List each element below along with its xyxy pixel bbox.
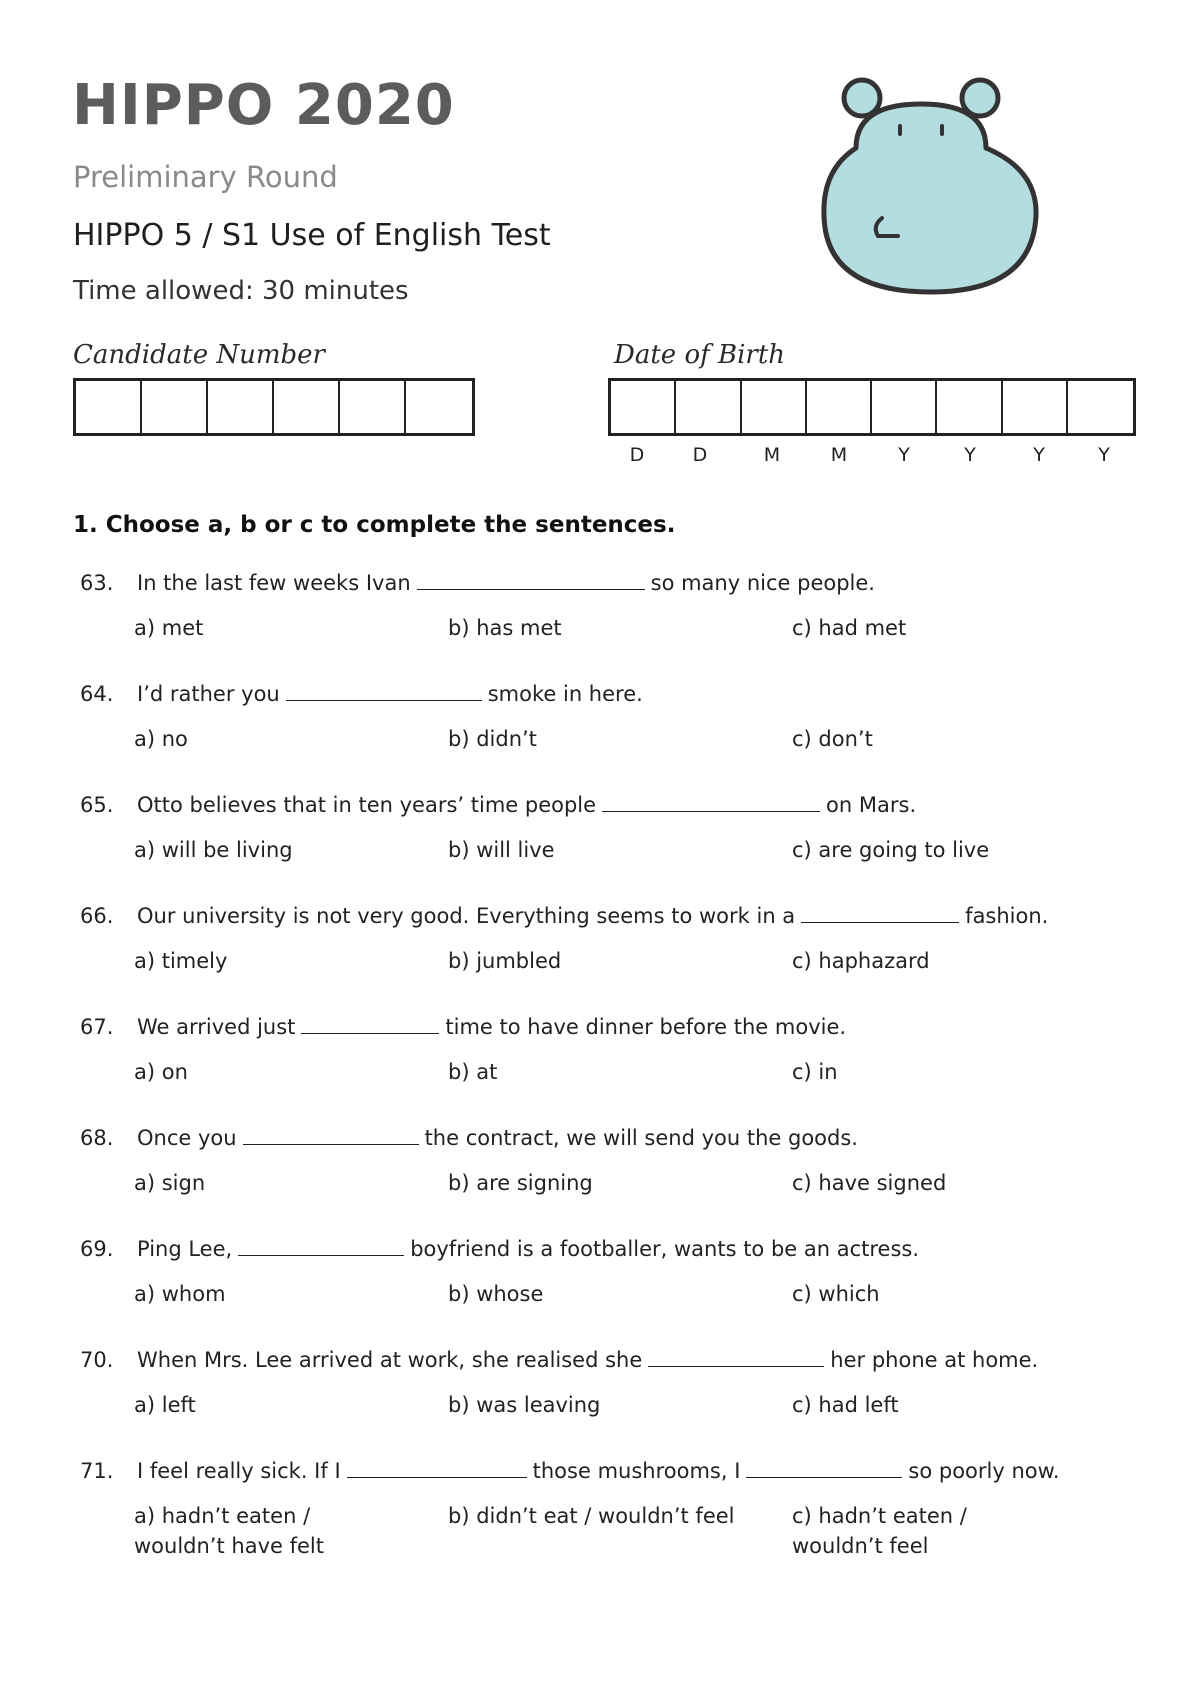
candidate-number-box[interactable] (208, 381, 274, 433)
candidate-number-box[interactable] (76, 381, 142, 433)
question-number: 70. (80, 1348, 114, 1372)
date-of-birth-boxes[interactable] (608, 378, 1136, 436)
answer-blank[interactable] (801, 902, 959, 923)
answer-blank[interactable] (301, 1013, 439, 1034)
question-text: In the last few weeks Ivan (137, 571, 411, 595)
dob-hint: Y (964, 444, 976, 466)
candidate-number-box[interactable] (274, 381, 340, 433)
question-text: her phone at home. (830, 1348, 1039, 1372)
option-a[interactable]: a) hadn’t eaten / wouldn’t have felt (134, 1504, 324, 1558)
dob-hint: Y (898, 444, 910, 466)
test-title: HIPPO 5 / S1 Use of English Test (73, 218, 551, 253)
round-subtitle: Preliminary Round (73, 160, 338, 194)
question-71 (80, 1456, 1140, 1563)
answer-blank[interactable] (602, 791, 820, 812)
dob-hint: M (763, 444, 781, 466)
candidate-number-box[interactable] (142, 381, 208, 433)
option-b[interactable]: b) whose (448, 1282, 544, 1306)
question-text: Ping Lee, (137, 1237, 233, 1261)
question-text: Once you (137, 1126, 237, 1150)
option-b[interactable]: b) didn’t (448, 727, 537, 751)
question-text: time to have dinner before the movie. (445, 1015, 847, 1039)
question-number: 63. (80, 571, 114, 595)
dob-hint: D (692, 444, 708, 466)
option-c[interactable]: c) are going to live (792, 838, 990, 862)
option-a[interactable]: a) will be living (134, 838, 293, 862)
answer-blank[interactable] (238, 1235, 404, 1256)
time-allowed: Time allowed: 30 minutes (73, 276, 409, 306)
dob-box[interactable] (937, 381, 1002, 433)
question-text: Our university is not very good. Everything seems to work in a (137, 904, 796, 928)
answer-blank[interactable] (746, 1457, 902, 1478)
question-64 (80, 679, 1140, 786)
option-b[interactable]: b) jumbled (448, 949, 562, 973)
dob-box[interactable] (1003, 381, 1068, 433)
option-b[interactable]: b) has met (448, 616, 562, 640)
question-text: fashion. (965, 904, 1049, 928)
candidate-number-box[interactable] (406, 381, 472, 433)
candidate-number-box[interactable] (340, 381, 406, 433)
candidate-number-boxes[interactable] (73, 378, 475, 436)
option-a[interactable]: a) sign (134, 1171, 206, 1195)
question-number: 66. (80, 904, 114, 928)
option-b[interactable]: b) will live (448, 838, 555, 862)
answer-blank[interactable] (417, 569, 645, 590)
question-number: 65. (80, 793, 114, 817)
question-66 (80, 901, 1140, 1008)
question-text: We arrived just (137, 1015, 296, 1039)
answer-blank[interactable] (648, 1346, 824, 1367)
option-a[interactable]: a) left (134, 1393, 196, 1417)
question-text: the contract, we will send you the goods. (424, 1126, 858, 1150)
answer-blank[interactable] (243, 1124, 419, 1145)
option-c[interactable]: c) had left (792, 1393, 899, 1417)
option-c[interactable]: c) don’t (792, 727, 873, 751)
question-text: those mushrooms, I (532, 1459, 741, 1483)
question-text: smoke in here. (487, 682, 643, 706)
option-b[interactable]: b) at (448, 1060, 498, 1084)
hippo-mascot-icon (816, 70, 1046, 296)
question-number: 67. (80, 1015, 114, 1039)
question-text: Otto believes that in ten years’ time people (137, 793, 597, 817)
dob-hint: Y (1033, 444, 1045, 466)
option-a[interactable]: a) whom (134, 1282, 226, 1306)
option-a[interactable]: a) met (134, 616, 204, 640)
brand-title: HIPPO 2020 (72, 73, 455, 138)
question-70 (80, 1345, 1140, 1452)
question-69 (80, 1234, 1140, 1341)
dob-hint: D (629, 444, 645, 466)
question-text: so poorly now. (908, 1459, 1060, 1483)
option-b[interactable]: b) didn’t eat / wouldn’t feel (448, 1504, 735, 1528)
option-c[interactable]: c) hadn’t eaten / wouldn’t feel (792, 1504, 967, 1558)
question-63 (80, 568, 1140, 675)
option-b[interactable]: b) was leaving (448, 1393, 601, 1417)
question-text: I’d rather you (137, 682, 280, 706)
option-c[interactable]: c) had met (792, 616, 907, 640)
answer-blank[interactable] (286, 680, 482, 701)
dob-box[interactable] (742, 381, 807, 433)
question-67 (80, 1012, 1140, 1119)
option-c[interactable]: c) which (792, 1282, 880, 1306)
dob-hint: M (830, 444, 848, 466)
candidate-number-label: Candidate Number (73, 340, 325, 370)
option-a[interactable]: a) on (134, 1060, 188, 1084)
dob-box[interactable] (872, 381, 937, 433)
option-c[interactable]: c) have signed (792, 1171, 947, 1195)
question-text: I feel really sick. If I (137, 1459, 341, 1483)
question-68 (80, 1123, 1140, 1230)
question-65 (80, 790, 1140, 897)
date-of-birth-label: Date of Birth (614, 340, 786, 370)
answer-blank[interactable] (347, 1457, 527, 1478)
dob-box[interactable] (611, 381, 676, 433)
question-text: so many nice people. (650, 571, 875, 595)
dob-box[interactable] (1068, 381, 1133, 433)
dob-box[interactable] (676, 381, 741, 433)
dob-hint: Y (1098, 444, 1110, 466)
question-number: 68. (80, 1126, 114, 1150)
option-a[interactable]: a) no (134, 727, 188, 751)
option-c[interactable]: c) haphazard (792, 949, 930, 973)
question-number: 71. (80, 1459, 114, 1483)
question-number: 64. (80, 682, 114, 706)
dob-box[interactable] (807, 381, 872, 433)
question-number: 69. (80, 1237, 114, 1261)
question-text: on Mars. (826, 793, 917, 817)
section-heading: 1. Choose a, b or c to complete the sentences. (73, 512, 676, 538)
option-c[interactable]: c) in (792, 1060, 838, 1084)
option-a[interactable]: a) timely (134, 949, 228, 973)
question-text: When Mrs. Lee arrived at work, she realised she (137, 1348, 643, 1372)
question-text: boyfriend is a footballer, wants to be an actress. (410, 1237, 920, 1261)
option-b[interactable]: b) are signing (448, 1171, 593, 1195)
